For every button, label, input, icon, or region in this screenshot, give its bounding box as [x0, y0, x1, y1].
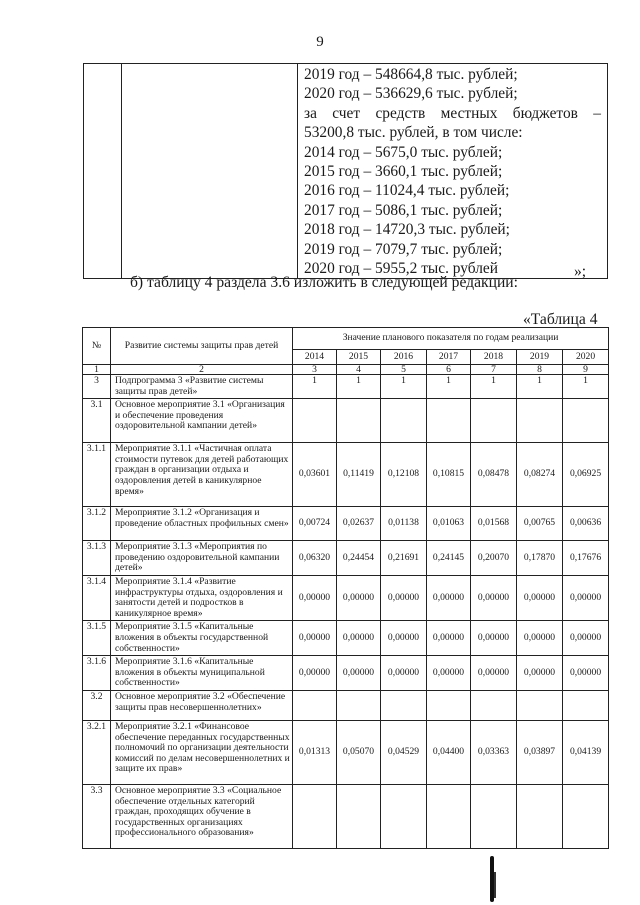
column-index: 9	[563, 365, 609, 375]
row-value: 1	[293, 375, 337, 399]
funding-line: 53200,8 тыс. рублей, в том числе:	[304, 124, 523, 142]
row-value: 0,01063	[427, 507, 471, 541]
table-row	[83, 621, 609, 656]
row-value	[293, 690, 337, 720]
col-name-header: Развитие системы защиты прав детей	[111, 328, 293, 365]
column-index: 8	[517, 365, 563, 375]
funding-line: 2019 год – 7079,7 тыс. рублей;	[304, 240, 503, 258]
row-value: 0,04400	[427, 720, 471, 784]
row-value: 0,00000	[337, 621, 381, 656]
row-value	[563, 690, 609, 720]
row-number: 3.2.1	[83, 720, 111, 784]
row-value: 1	[337, 375, 381, 399]
col-num-header: №	[83, 328, 111, 365]
col-values-header: Значение планового показателя по годам реализации	[293, 328, 609, 350]
row-number: 3	[83, 375, 111, 399]
row-value	[293, 399, 337, 443]
row-value: 0,00000	[471, 656, 517, 691]
funding-cell-text	[298, 64, 608, 279]
column-index: 4	[337, 365, 381, 375]
table-caption: «Таблица 4	[523, 311, 598, 328]
row-value: 0,03363	[471, 720, 517, 784]
row-number: 3.2	[83, 690, 111, 720]
row-number: 3.1.4	[83, 575, 111, 620]
funding-line: 2017 год – 5086,1 тыс. рублей;	[304, 201, 503, 219]
funding-continuation-table	[83, 63, 608, 279]
row-number: 3.1.5	[83, 621, 111, 656]
row-number: 3.1.3	[83, 541, 111, 576]
row-name: Основное мероприятие 3.1 «Организация и обеспечение проведения оздоровительной кампании детей»	[111, 399, 293, 443]
row-value: 0,17870	[517, 541, 563, 576]
table-row	[83, 375, 609, 399]
row-name: Основное мероприятие 3.2 «Обеспечение защиты прав несовершеннолетних»	[111, 690, 293, 720]
row-value: 0,00000	[381, 575, 427, 620]
row-value: 0,01138	[381, 507, 427, 541]
row-value: 0,04529	[381, 720, 427, 784]
row-value: 0,06925	[563, 443, 609, 507]
funding-line: 2019 год – 548664,8 тыс. рублей;	[304, 66, 518, 83]
row-value	[381, 690, 427, 720]
row-value: 0,00000	[293, 575, 337, 620]
funding-word: –	[593, 104, 601, 122]
row-value: 0,00000	[427, 656, 471, 691]
funding-line: 2018 год – 14720,3 тыс. рублей;	[304, 221, 510, 239]
row-value: 0,03897	[517, 720, 563, 784]
row-value: 0,00765	[517, 507, 563, 541]
year-header: 2018	[471, 350, 517, 365]
year-header: 2015	[337, 350, 381, 365]
row-value: 0,24145	[427, 541, 471, 576]
row-value: 0,00000	[563, 575, 609, 620]
row-number: 3.1	[83, 399, 111, 443]
row-value: 0,04139	[563, 720, 609, 784]
funding-word: за	[304, 104, 317, 122]
row-value	[517, 784, 563, 848]
year-header: 2020	[563, 350, 609, 365]
column-index: 5	[381, 365, 427, 375]
row-value: 0,00000	[427, 575, 471, 620]
row-value: 1	[471, 375, 517, 399]
row-value: 0,00000	[517, 575, 563, 620]
row-value: 0,01568	[471, 507, 517, 541]
row-value: 0,00000	[427, 621, 471, 656]
row-value: 0,00000	[381, 656, 427, 691]
row-value	[427, 399, 471, 443]
table-row	[83, 443, 609, 507]
row-value	[381, 784, 427, 848]
row-value: 0,00000	[517, 621, 563, 656]
row-value: 0,00000	[563, 621, 609, 656]
table-row	[83, 507, 609, 541]
margin-ink-mark-tail	[494, 872, 496, 898]
row-value	[381, 399, 427, 443]
row-value: 0,00000	[293, 621, 337, 656]
table-row	[83, 541, 609, 576]
row-value: 0,02637	[337, 507, 381, 541]
row-value	[427, 690, 471, 720]
row-value: 0,00000	[381, 621, 427, 656]
row-value: 0,06320	[293, 541, 337, 576]
row-number: 3.1.2	[83, 507, 111, 541]
year-header: 2019	[517, 350, 563, 365]
row-value: 0,00000	[471, 621, 517, 656]
row-value	[563, 399, 609, 443]
row-value: 0,00000	[293, 656, 337, 691]
row-value: 0,08478	[471, 443, 517, 507]
row-value	[517, 399, 563, 443]
column-index: 3	[293, 365, 337, 375]
funding-cell-num	[84, 64, 122, 279]
year-header: 2017	[427, 350, 471, 365]
row-value: 0,21691	[381, 541, 427, 576]
amendment-intro: б) таблицу 4 раздела 3.6 изложить в следующей редакции:	[130, 274, 518, 291]
year-header: 2014	[293, 350, 337, 365]
row-value: 0,00000	[337, 656, 381, 691]
row-value: 1	[517, 375, 563, 399]
column-index: 2	[111, 365, 293, 375]
row-value	[471, 399, 517, 443]
closing-quote: »;	[574, 263, 587, 280]
row-value	[563, 784, 609, 848]
funding-line: 2020 год – 5955,2 тыс. рублей	[304, 260, 498, 278]
row-value	[471, 784, 517, 848]
funding-word: средств	[375, 104, 426, 122]
column-index: 1	[83, 365, 111, 375]
row-value: 0,17676	[563, 541, 609, 576]
page-number: 9	[316, 34, 324, 50]
row-value: 0,01313	[293, 720, 337, 784]
row-value: 1	[563, 375, 609, 399]
row-value	[293, 784, 337, 848]
row-name: Основное мероприятие 3.3 «Социальное обеспечение отдельных категорий граждан, проходящих обучение в государственных организациях профессионального образования»	[111, 784, 293, 848]
funding-line: 2016 год – 11024,4 тыс. рублей;	[304, 182, 510, 200]
indicator-table	[82, 327, 609, 849]
table-row	[83, 575, 609, 620]
row-name: Мероприятие 3.1.6 «Капитальные вложения в объекты муниципальной собственности»	[111, 656, 293, 691]
row-value	[337, 690, 381, 720]
column-index: 7	[471, 365, 517, 375]
funding-line: 2015 год – 3660,1 тыс. рублей;	[304, 163, 503, 181]
row-value: 1	[381, 375, 427, 399]
table-row	[83, 690, 609, 720]
row-number: 3.1.1	[83, 443, 111, 507]
funding-line	[304, 104, 601, 123]
row-value: 0,08274	[517, 443, 563, 507]
table-row	[83, 784, 609, 848]
funding-line: 2020 год – 536629,6 тыс. рублей;	[304, 85, 518, 103]
row-value: 0,11419	[337, 443, 381, 507]
row-value: 0,00000	[471, 575, 517, 620]
row-name: Мероприятие 3.1.4 «Развитие инфраструктуры отдыха, оздоровления и занятости детей и подростков в каникулярное время»	[111, 575, 293, 620]
row-number: 3.3	[83, 784, 111, 848]
row-name: Мероприятие 3.1.1 «Частичная оплата стоимости путевок для детей работающих граждан в организации отдыха и оздоровления детей в каникулярное время»	[111, 443, 293, 507]
funding-word: местных	[440, 104, 498, 122]
row-value: 0,24454	[337, 541, 381, 576]
row-value: 0,05070	[337, 720, 381, 784]
funding-line: 2014 год – 5675,0 тыс. рублей;	[304, 143, 503, 161]
row-name: Мероприятие 3.1.2 «Организация и проведение областных профильных смен»	[111, 507, 293, 541]
row-value: 0,00724	[293, 507, 337, 541]
row-name: Мероприятие 3.1.5 «Капитальные вложения в объекты государственной собственности»	[111, 621, 293, 656]
row-value	[337, 399, 381, 443]
row-name: Мероприятие 3.2.1 «Финансовое обеспечение переданных государственных полномочий по организации деятельности комиссий по делам несовершеннолетних и защите их прав»	[111, 720, 293, 784]
row-value: 0,00000	[337, 575, 381, 620]
row-value: 0,00636	[563, 507, 609, 541]
row-value	[427, 784, 471, 848]
row-value: 0,12108	[381, 443, 427, 507]
table-row	[83, 399, 609, 443]
row-name: Мероприятие 3.1.3 «Мероприятия по проведению оздоровительной кампании детей»	[111, 541, 293, 576]
row-value: 0,20070	[471, 541, 517, 576]
row-value: 0,00000	[517, 656, 563, 691]
table-row	[83, 720, 609, 784]
year-header: 2016	[381, 350, 427, 365]
row-value: 0,00000	[563, 656, 609, 691]
row-value: 0,03601	[293, 443, 337, 507]
row-value	[471, 690, 517, 720]
funding-word: счет	[332, 104, 361, 122]
funding-word: бюджетов	[512, 104, 578, 122]
row-value: 0,10815	[427, 443, 471, 507]
column-index: 6	[427, 365, 471, 375]
funding-cell-name	[122, 64, 298, 279]
row-value	[517, 690, 563, 720]
table-row	[83, 656, 609, 691]
row-number: 3.1.6	[83, 656, 111, 691]
row-value: 1	[427, 375, 471, 399]
row-value	[337, 784, 381, 848]
row-name: Подпрограмма 3 «Развитие системы защиты прав детей»	[111, 375, 293, 399]
